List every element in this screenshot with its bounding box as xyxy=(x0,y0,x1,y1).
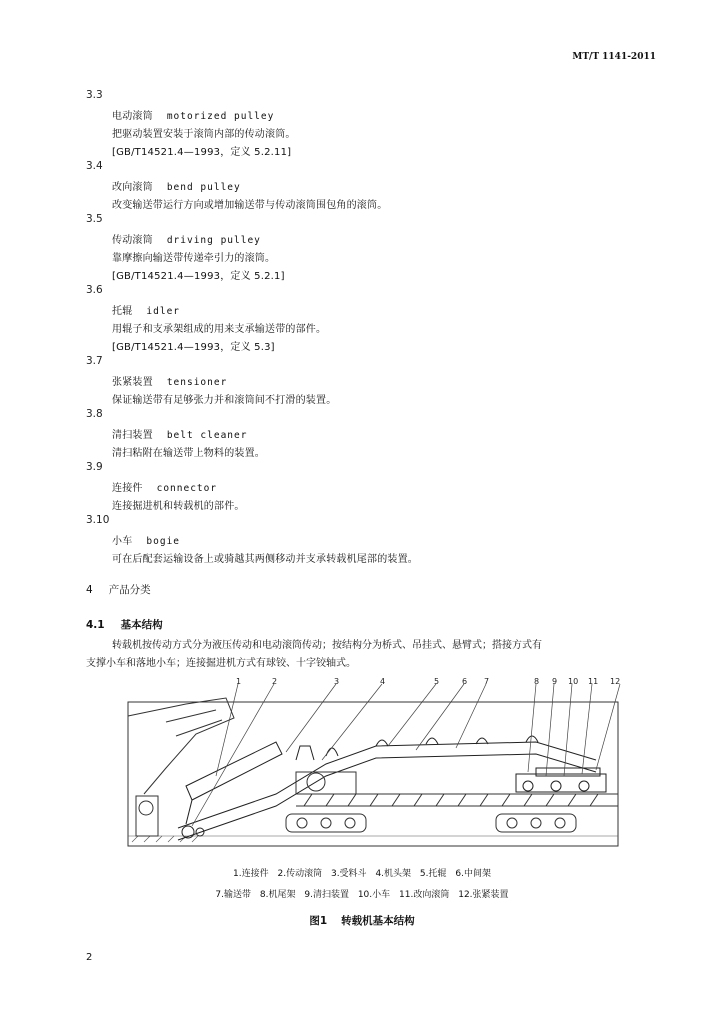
legend-item: 1.连接件 xyxy=(233,869,269,879)
legend-item: 8.机尾架 xyxy=(259,890,296,900)
callout-8: 8 xyxy=(534,677,540,686)
term-title xyxy=(112,302,180,317)
term-title xyxy=(112,178,241,193)
legend-item: 10.小车 xyxy=(357,890,391,900)
term-zh: 清扫装置 xyxy=(112,430,153,441)
conveyor-structure-diagram xyxy=(126,676,622,852)
term-definition: 靠摩擦向输送带传递牵引力的滚筒。 xyxy=(112,253,276,264)
callout-10: 10 xyxy=(568,677,579,686)
term-reference: [GB/T14521.4—1993，定义 5.3] xyxy=(112,342,275,353)
callout-9: 9 xyxy=(552,677,558,686)
term-zh: 连接件 xyxy=(112,483,143,494)
figure-caption: 图1 转载机基本结构 xyxy=(309,915,415,927)
term-number: 3.3 xyxy=(86,89,103,101)
term-definition: 保证输送带有足够张力并和滚筒间不打滑的装置。 xyxy=(112,395,337,406)
term-en: motorized pulley xyxy=(166,111,275,122)
term-en: tensioner xyxy=(166,377,228,388)
term-number: 3.4 xyxy=(86,160,103,172)
callout-11: 11 xyxy=(588,677,599,686)
figure-legend-row xyxy=(0,866,724,879)
legend-item: 2.传动滚筒 xyxy=(277,869,323,879)
term-title xyxy=(112,107,274,122)
term-zh: 张紧装置 xyxy=(112,377,153,388)
term-zh: 改向滚筒 xyxy=(112,182,153,193)
term-title xyxy=(112,426,247,441)
callout-1: 1 xyxy=(236,677,242,686)
term-en: driving pulley xyxy=(166,235,261,246)
section-heading: 4 产品分类 xyxy=(86,584,151,596)
legend-item: 12.张紧装置 xyxy=(458,890,509,900)
callout-6: 6 xyxy=(462,677,468,686)
term-en: idler xyxy=(146,306,181,317)
term-definition: 清扫粘附在输送带上物料的装置。 xyxy=(112,448,265,459)
term-title xyxy=(112,532,180,547)
term-number: 3.10 xyxy=(86,514,110,526)
legend-item: 11.改向滚筒 xyxy=(399,890,450,900)
callout-2: 2 xyxy=(272,677,278,686)
term-en: connector xyxy=(156,483,218,494)
term-en: bend pulley xyxy=(166,182,241,193)
page-number: 2 xyxy=(86,952,93,963)
callout-7: 7 xyxy=(484,677,490,686)
callout-12: 12 xyxy=(610,677,621,686)
term-title xyxy=(112,373,227,388)
term-number: 3.8 xyxy=(86,408,103,420)
term-reference: [GB/T14521.4—1993，定义 5.2.11] xyxy=(112,147,292,158)
term-number: 3.6 xyxy=(86,284,103,296)
paragraph-line: 支撑小车和落地小车；连接掘进机方式有球铰、十字铰轴式。 xyxy=(86,658,356,669)
term-definition: 用辊子和支承架组成的用来支承输送带的部件。 xyxy=(112,324,327,335)
term-definition: 把驱动装置安装于滚筒内部的传动滚筒。 xyxy=(112,129,296,140)
term-number: 3.5 xyxy=(86,213,103,225)
term-en: bogie xyxy=(146,536,181,547)
legend-item: 5.托辊 xyxy=(419,869,447,879)
legend-item: 3.受料斗 xyxy=(330,869,367,879)
subsection-heading: 4.1 基本结构 xyxy=(86,619,163,631)
term-title xyxy=(112,231,261,246)
callout-4: 4 xyxy=(380,677,386,686)
term-zh: 传动滚筒 xyxy=(112,235,153,246)
standard-code: MT/T 1141-2011 xyxy=(572,52,656,62)
term-zh: 电动滚筒 xyxy=(112,111,153,122)
legend-item: 7.输送带 xyxy=(215,890,252,900)
legend-item: 6.中间架 xyxy=(455,869,491,879)
term-number: 3.7 xyxy=(86,355,103,367)
term-title xyxy=(112,479,217,494)
callout-3: 3 xyxy=(334,677,340,686)
legend-item: 9.清扫装置 xyxy=(304,890,349,900)
term-definition: 可在后配套运输设备上或骑越其两侧移动并支承转载机尾部的装置。 xyxy=(112,554,418,565)
term-en: belt cleaner xyxy=(166,430,248,441)
term-reference: [GB/T14521.4—1993，定义 5.2.1] xyxy=(112,271,285,282)
term-definition: 改变输送带运行方向或增加输送带与传动滚筒围包角的滚筒。 xyxy=(112,200,388,211)
term-number: 3.9 xyxy=(86,461,103,473)
term-definition: 连接掘进机和转载机的部件。 xyxy=(112,501,245,512)
term-zh: 小车 xyxy=(112,536,133,547)
legend-item: 4.机头架 xyxy=(375,869,412,879)
term-zh: 托辊 xyxy=(112,306,133,317)
figure-legend-row xyxy=(0,887,724,900)
callout-5: 5 xyxy=(434,677,440,686)
paragraph-line: 转载机按传动方式分为液压传动和电动滚筒传动；按结构分为桥式、吊挂式、悬臂式；搭接方式有 xyxy=(112,640,542,651)
